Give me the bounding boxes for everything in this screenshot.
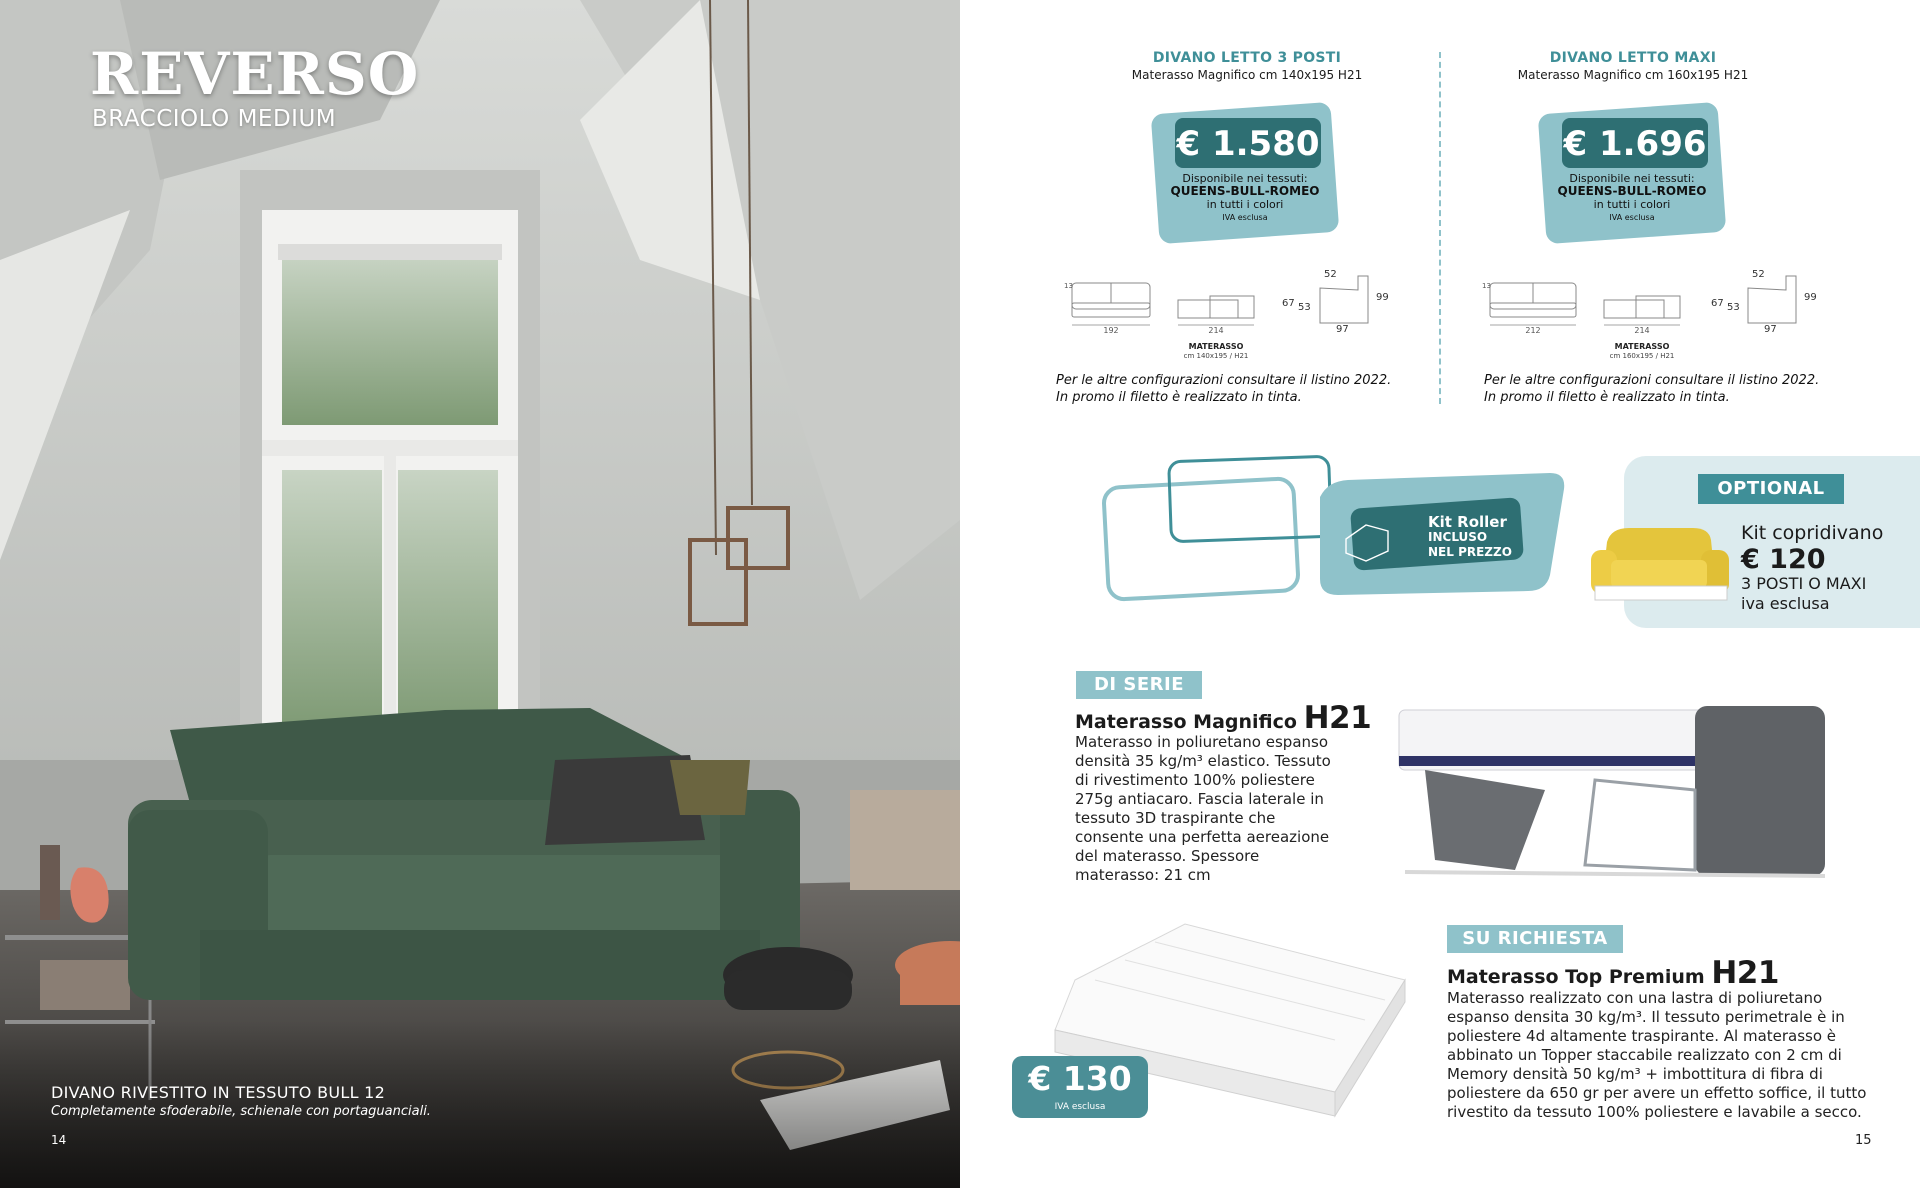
premium-price: € 130 [1028, 1059, 1132, 1098]
su-richiesta-height: H21 [1711, 955, 1779, 991]
col1-mattress-size: cm 140x195 / H21 [1183, 352, 1249, 360]
col2-price: € 1.696 [1562, 118, 1708, 168]
col1-dim-top: 52 [1324, 269, 1337, 280]
su-richiesta-description: Materasso realizzato con una lastra di poliuretano espanso densita 30 kg/m³. Il tessuto perimetrale è in poliestere 4d altamente traspirante. Al materasso è abbinato un Topper staccabile realizzato con 2 cm di Memory densità 50 kg/m³ + imbottitura di fibra di poliestere da 650 gr per avere un effetto soffice, il tutto rivestito da tessuto 100% poliestere e lavabile a secco. [1447, 989, 1867, 1121]
col2-mattress-size: cm 160x195 / H21 [1609, 352, 1675, 360]
optional-sizes: 3 POSTI O MAXI [1741, 574, 1867, 593]
di-serie-description: Materasso in poliuretano espanso densità 35 kg/m³ elastico. Tessuto di rivestimento 100% poliestere 275g antiacaro. Fascia laterale in tessuto 3D traspirante che consente una perfetta aereazione del materasso. Spessore materasso: 21 cm [1075, 733, 1331, 884]
col2-dim-front: 212 [1525, 326, 1541, 335]
col2-mattress-label: MATERASSO [1614, 342, 1670, 351]
col1-colors: in tutti i colori [1206, 198, 1284, 211]
brand-subtitle: BRACCIOLO MEDIUM [92, 106, 337, 132]
photo-caption-title: DIVANO RIVESTITO IN TESSUTO BULL 12 [51, 1083, 386, 1102]
col2-colors: in tutti i colori [1593, 198, 1671, 211]
col2-dim-h2: 53 [1727, 302, 1740, 313]
col1-note-1: Per le altre configurazioni consultare il listino 2022. [1056, 373, 1392, 388]
premium-price-badge [1012, 1056, 1148, 1118]
di-serie-title [1075, 700, 1371, 736]
col1-notes [1056, 372, 1436, 406]
col2-dim-h1: 67 [1711, 298, 1724, 309]
col1-title: DIVANO LETTO 3 POSTI [1152, 50, 1342, 66]
col1-mattress-label: MATERASSO [1188, 342, 1244, 351]
su-richiesta-title-text: Materasso Top Premium [1447, 966, 1705, 988]
yellow-sofa-cover-image [1585, 520, 1735, 610]
col2-note-2: In promo il filetto è realizzato in tinta. [1484, 390, 1730, 405]
col2-fabrics: QUEENS-BULL-ROMEO [1557, 184, 1707, 198]
brand-title: REVERSO [90, 40, 420, 108]
col1-fabrics: QUEENS-BULL-ROMEO [1170, 184, 1320, 198]
col2-availability [1537, 172, 1727, 224]
col1-subtitle: Materasso Magnifico cm 140x195 H21 [1131, 68, 1363, 82]
col2-dim-top: 52 [1752, 269, 1765, 280]
su-richiesta-title [1447, 955, 1779, 991]
col1-dim-height: 99 [1376, 292, 1389, 303]
col1-dim-h2: 53 [1298, 302, 1311, 313]
kit-roller-label [1428, 515, 1512, 560]
col2-notes [1484, 372, 1864, 406]
col2-dim-back: 13 [1482, 282, 1491, 290]
optional-tag: OPTIONAL [1698, 474, 1844, 504]
kit-roller-line3: NEL PREZZO [1428, 545, 1512, 559]
kit-roller-line2: INCLUSO [1428, 530, 1488, 544]
su-richiesta-tag: SU RICHIESTA [1447, 925, 1623, 953]
kit-roller-line1: Kit Roller [1428, 513, 1507, 531]
page-number-right: 15 [1855, 1133, 1872, 1148]
col1-avail-label: Disponibile nei tessuti: [1182, 172, 1308, 185]
col1-vat: IVA esclusa [1222, 213, 1268, 222]
col2-dim-height: 99 [1804, 292, 1817, 303]
col1-price: € 1.580 [1175, 118, 1321, 168]
col2-title: DIVANO LETTO MAXI [1549, 50, 1717, 66]
di-serie-tag: DI SERIE [1076, 671, 1202, 699]
col1-dim-front: 192 [1103, 326, 1119, 335]
col1-availability [1150, 172, 1340, 224]
sofa-bed-open-image [1395, 700, 1835, 885]
photo-caption-subtitle: Completamente sfoderabile, schienale con portaguanciali. [51, 1104, 431, 1119]
col1-dim-depth: 97 [1336, 324, 1349, 335]
optional-name: Kit copridivano [1741, 522, 1884, 544]
optional-price: € 120 [1741, 544, 1826, 575]
col1-dim-h1: 67 [1282, 298, 1295, 309]
col2-note-1: Per le altre configurazioni consultare il listino 2022. [1484, 373, 1820, 388]
page-number-left: 14 [51, 1133, 67, 1147]
col1-note-2: In promo il filetto è realizzato in tinta. [1056, 390, 1302, 405]
col2-avail-label: Disponibile nei tessuti: [1569, 172, 1695, 185]
col2-vat: IVA esclusa [1609, 213, 1655, 222]
col1-dim-open: 214 [1208, 326, 1224, 335]
column-divider [1439, 52, 1441, 404]
col2-subtitle: Materasso Magnifico cm 160x195 H21 [1517, 68, 1749, 82]
di-serie-height: H21 [1303, 700, 1372, 736]
col1-sofa-diagram [1060, 268, 1400, 360]
col1-dim-back: 13 [1064, 282, 1073, 290]
col2-sofa-diagram [1478, 268, 1828, 360]
premium-vat: IVA esclusa [1054, 1102, 1106, 1112]
col2-dim-depth: 97 [1764, 324, 1777, 335]
di-serie-title-text: Materasso Magnifico [1075, 711, 1297, 733]
optional-vat: iva esclusa [1741, 594, 1830, 613]
col2-dim-open: 214 [1634, 326, 1650, 335]
